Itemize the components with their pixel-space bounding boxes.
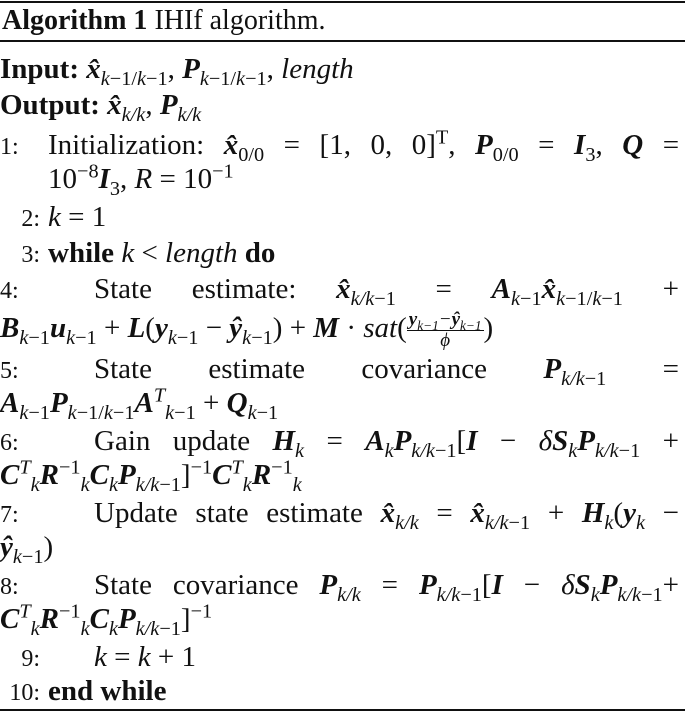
step-5-word: covariance bbox=[361, 353, 487, 385]
input-length: length bbox=[281, 53, 354, 85]
step-7-line-1: 7: Update state estimate $x̂_{k/k}$ = $x̂_{k/k-1} + H_k(y_k$ − bbox=[0, 497, 680, 534]
step-2-line: 2: k = 1 bbox=[0, 200, 679, 236]
algorithm-caption bbox=[2, 4, 326, 38]
step-7-line-2: $ŷ_{k-1}$) bbox=[0, 531, 54, 568]
step-4-line-2: $B_{k-1}u_{k-1} + L(y_{k-1}$ − $ŷ_{k-1}) + M \cdot sat$( $\frac{y_{k-1}-ŷ_{k-1}}{\phi}$ ) bbox=[0, 309, 494, 351]
step-6-line-2: $C^T_kR^{-1}_kC_kP_{k/k-1}]^{-1}C^T_kR^{-1}_k$ bbox=[0, 456, 302, 496]
caption-rule bbox=[0, 40, 685, 42]
step-number: 4: bbox=[0, 278, 19, 304]
step-number: 2: bbox=[21, 206, 40, 232]
step-1-text: Initialization: bbox=[48, 129, 205, 161]
step-4-text: State estimate: bbox=[94, 273, 297, 305]
step-7-text: Update state estimate bbox=[94, 497, 363, 529]
step-8-line-1: 8: State covariance $P_{k/k} = P_{k/k-1}[I - \delta S_kP_{k/k-1}+$ bbox=[0, 569, 680, 606]
while-keyword: while bbox=[48, 237, 115, 269]
sat-fraction: $\frac{y_{k-1}-ŷ_{k-1}}{\phi}$ bbox=[408, 309, 482, 351]
caption-title: IHIf algorithm. bbox=[154, 5, 326, 36]
step-5-line-1: 5: State estimate covariance $P_{k/k-1}$ = bbox=[0, 353, 680, 390]
step-8-line-2: $C^T_kR^{-1}_kC_kP_{k/k-1}]^{-1}$ bbox=[0, 600, 213, 640]
step-1-line-1: 1: Initialization: $x̂_{0/0} = [1$, 0, 0]$^T$, $P_{0/0} = I_3$, Q = bbox=[0, 126, 680, 166]
end-while-keyword: end while bbox=[48, 675, 167, 707]
step-number: 3: bbox=[21, 242, 40, 268]
step-6-line-1: 6: Gain update $H_k = A_kP_{k/k-1}[I - \delta S_kP_{k/k-1}$ + bbox=[0, 425, 680, 462]
step-number: 10: bbox=[9, 680, 40, 706]
output-line: Output: $x̂_{k/k}$, $P_{k/k}$ bbox=[0, 89, 202, 126]
step-number: 8: bbox=[0, 574, 19, 600]
step-10-line bbox=[0, 674, 679, 710]
output-label: Output: bbox=[0, 89, 100, 121]
step-3-line: 3: while k < length do bbox=[0, 236, 679, 272]
step-5-word: estimate bbox=[208, 353, 306, 385]
step-number: 6: bbox=[0, 430, 19, 456]
caption-label: Algorithm 1 bbox=[2, 5, 148, 36]
step-4-line-1: 4: State estimate: $x̂_{k/k-1}$ = $A_{k-1}x̂_{k-1/k-1}$ + bbox=[0, 273, 680, 310]
step-9-line: 9: k = k + 1 bbox=[0, 640, 679, 676]
input-label: Input: bbox=[0, 53, 79, 85]
bottom-rule bbox=[0, 709, 685, 711]
step-5-word: State bbox=[94, 353, 152, 385]
step-number: 5: bbox=[0, 358, 19, 384]
step-5-line-2: $A_{k-1}P_{k-1/k-1}A^T_{k-1} + Q_{k-1}$ bbox=[0, 384, 279, 424]
step-number: 9: bbox=[21, 646, 40, 672]
step-number: 7: bbox=[0, 502, 19, 528]
sat-function: sat bbox=[363, 312, 398, 345]
step-8-text: State covariance bbox=[94, 569, 299, 601]
length-var: length bbox=[165, 237, 238, 269]
step-number: 1: bbox=[0, 134, 19, 160]
step-6-text: Gain update bbox=[94, 425, 251, 457]
do-keyword: do bbox=[244, 237, 276, 269]
step-1-line-2: $10^{-8}I_3$, $R = 10^{-1}$ bbox=[48, 160, 234, 200]
top-rule bbox=[0, 1, 685, 3]
input-line: Input: $x̂_{k-1/k-1}$, $P_{k-1/k-1}$, length bbox=[0, 53, 354, 90]
